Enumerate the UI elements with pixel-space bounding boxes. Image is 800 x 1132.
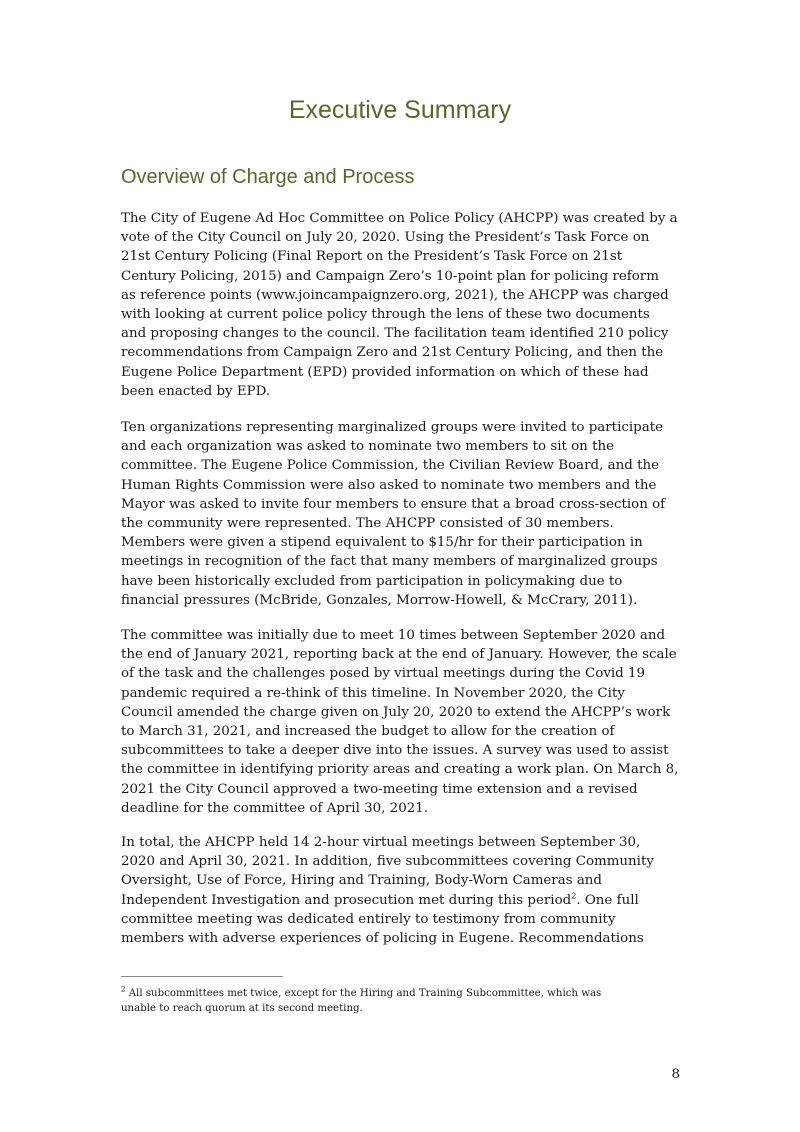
text-line: 2021 the City Council approved a two-meeting time extension and a revised xyxy=(121,781,638,797)
text-line: and proposing changes to the council. The facilitation team identified 210 policy xyxy=(121,326,669,342)
text-line: committee meeting was dedicated entirely to testimony from community xyxy=(121,911,616,927)
page-title: Executive Summary xyxy=(288,96,512,124)
text-line: deadline for the committee of April 30, 2021. xyxy=(121,800,429,816)
text-line: The committee was initially due to meet 10 times between September 2020 and xyxy=(121,628,666,643)
text-line: the committee in identifying priority areas and creating a work plan. On March 8, xyxy=(121,762,679,778)
footnote xyxy=(121,986,681,1016)
text-line: pandemic required a re-think of this timeline. In November 2020, the City xyxy=(121,685,625,701)
footnote-marker: 2 xyxy=(121,985,126,994)
text-line: recommendations from Campaign Zero and 21st Century Policing, and then the xyxy=(121,345,664,361)
text-line: the community were represented. The AHCPP consisted of 30 members. xyxy=(121,516,614,532)
text-line: and each organization was asked to nominate two members to sit on the xyxy=(121,439,614,455)
text-line: Human Rights Commission were also asked to nominate two members and the xyxy=(121,477,657,493)
text-line: committee. The Eugene Police Commission, the Civilian Review Board, and the xyxy=(121,458,660,474)
paragraph-3 xyxy=(121,626,693,818)
text-line-with-footnote xyxy=(121,891,693,910)
text-line: been enacted by EPD. xyxy=(121,383,271,399)
text-line: have been historically excluded from participation in policymaking due to xyxy=(121,573,623,589)
text-line: subcommittees to take a deeper dive into the issues. A survey was used to assist xyxy=(121,743,669,759)
text-line: meetings in recognition of the fact that many members of marginalized groups xyxy=(121,554,658,570)
text-line: Ten organizations representing marginalized groups were invited to participate xyxy=(121,420,663,435)
text-line: Oversight, Use of Force, Hiring and Training, Body-Worn Cameras and xyxy=(121,873,603,889)
text-segment: . One full xyxy=(576,892,639,908)
text-line: vote of the City Council on July 20, 2020. Using the President’s Task Force on xyxy=(121,230,650,246)
text-line: with looking at current police policy through the lens of these two documents xyxy=(121,307,650,323)
footnote-text: All subcommittees met twice, except for the Hiring and Training Subcommittee, which was xyxy=(125,988,602,999)
text-line: The City of Eugene Ad Hoc Committee on Police Policy (AHCPP) was created by a xyxy=(121,211,678,226)
paragraph-1 xyxy=(121,209,693,401)
text-line: of the task and the challenges posed by virtual meetings during the Covid 19 xyxy=(121,666,646,682)
text-line: as reference points (www.joincampaignzero.org, 2021), the AHCPP was charged xyxy=(121,287,669,303)
section-heading: Overview of Charge and Process xyxy=(121,166,415,188)
footnote-divider xyxy=(121,976,283,977)
text-line: financial pressures (McBride, Gonzales, Morrow-Howell, & McCrary, 2011). xyxy=(121,592,638,608)
page-number: 8 xyxy=(671,1067,680,1082)
paragraph-4 xyxy=(121,833,693,948)
text-line: members with adverse experiences of policing in Eugene. Recommendations xyxy=(121,931,644,947)
footnote-line: unable to reach quorum at its second meeting. xyxy=(121,1003,363,1014)
text-line: Century Policing, 2015) and Campaign Zero’s 10-point plan for policing reform xyxy=(121,268,659,284)
text-line: 2020 and April 30, 2021. In addition, five subcommittees covering Community xyxy=(121,854,654,870)
text-line: Members were given a stipend equivalent to $15/hr for their participation in xyxy=(121,535,643,551)
footnote-reference[interactable]: 2 xyxy=(571,891,577,901)
paragraph-2 xyxy=(121,418,693,610)
text-line: Council amended the charge given on July 20, 2020 to extend the AHCPP’s work xyxy=(121,704,671,720)
text-line: Mayor was asked to invite four members to ensure that a broad cross-section of xyxy=(121,496,666,512)
text-line: to March 31, 2021, and increased the budget to allow for the creation of xyxy=(121,724,615,740)
text-line: Eugene Police Department (EPD) provided information on which of these had xyxy=(121,364,649,380)
footnote-line xyxy=(121,986,681,1001)
text-line: the end of January 2021, reporting back at the end of January. However, the scale xyxy=(121,647,677,663)
text-segment: Independent Investigation and prosecution met during this period xyxy=(121,892,572,908)
text-line: In total, the AHCPP held 14 2-hour virtual meetings between September 30, xyxy=(121,835,641,850)
text-line: 21st Century Policing (Final Report on the President’s Task Force on 21st xyxy=(121,249,623,265)
